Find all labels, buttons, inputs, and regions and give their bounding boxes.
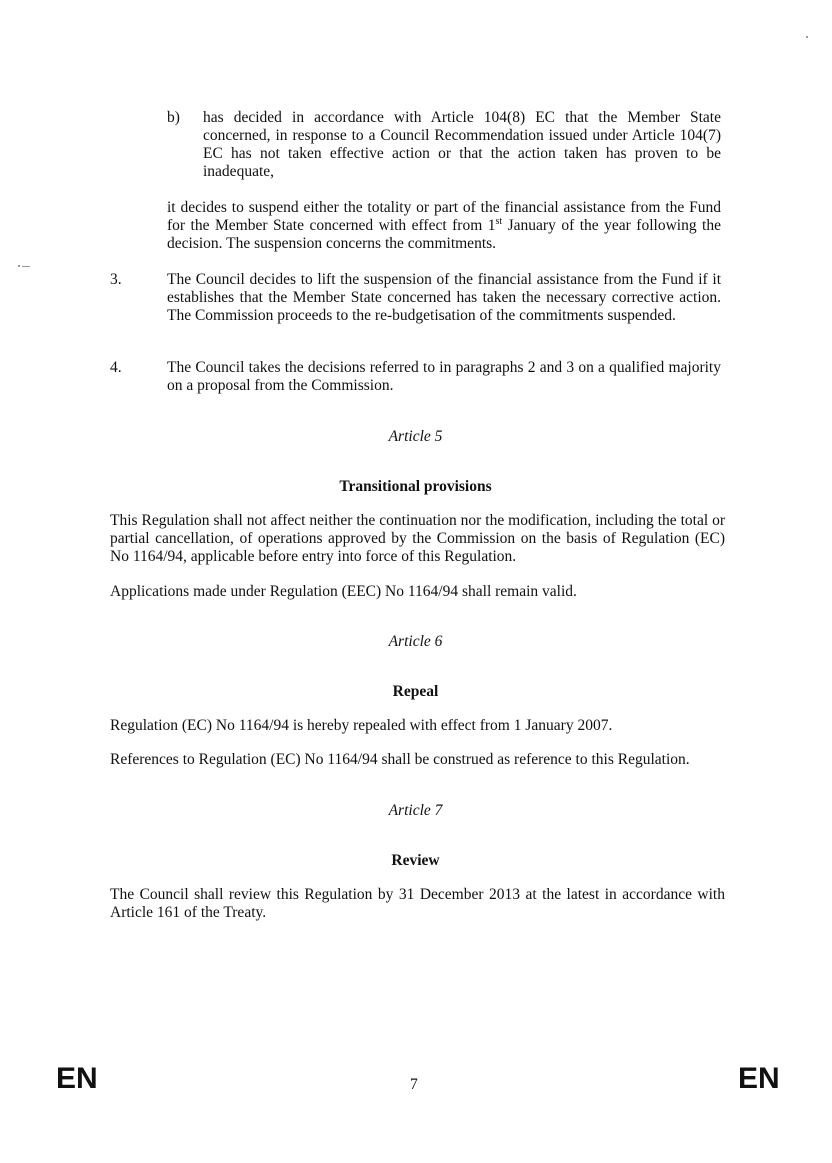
article-5-heading: Article 5 — [388, 428, 443, 445]
scan-speck — [22, 266, 30, 267]
article-5-title: Transitional provisions — [339, 478, 492, 495]
scan-speck — [806, 36, 808, 38]
article-5-paragraph-2: Applications made under Regulation (EEC) No 1164/94 shall remain valid. — [110, 583, 577, 600]
page-number: 7 — [410, 1076, 418, 1093]
scan-speck — [18, 265, 20, 267]
paragraph-4-number: 4. — [110, 359, 122, 376]
article-6-title: Repeal — [392, 683, 439, 700]
suspension-text-end: January of the year following the decision. The suspension concerns the commitments. — [167, 217, 721, 252]
article-6-heading: Article 6 — [388, 633, 443, 650]
article-6-paragraph-2: References to Regulation (EC) No 1164/94 shall be construed as reference to this Regulation. — [110, 751, 690, 768]
article-7-heading: Article 7 — [388, 802, 443, 819]
article-6-paragraph-1: Regulation (EC) No 1164/94 is hereby repealed with effect from 1 January 2007. — [110, 717, 613, 734]
item-b-marker: b) — [167, 109, 180, 126]
item-b-text: has decided in accordance with Article 104(8) EC that the Member State concerned, in response to a Council Recommendation issued under Article 104(7) EC has not taken effective action or that the action taken has proven to be inadequate, — [203, 109, 721, 180]
paragraph-4-text: The Council takes the decisions referred to in paragraphs 2 and 3 on a qualified majority on a proposal from the Commission. — [167, 359, 721, 394]
article-7-title: Review — [391, 852, 440, 869]
suspension-paragraph — [167, 199, 721, 253]
footer-language-right: EN — [738, 1062, 780, 1095]
footer-language-left: EN — [56, 1062, 98, 1095]
paragraph-3-number: 3. — [110, 271, 122, 288]
paragraph-3-text: The Council decides to lift the suspension of the financial assistance from the Fund if it establishes that the Member State concerned has taken the necessary corrective action. The Commission proceeds to the re-budgetisation of the commitments suspended. — [167, 271, 721, 324]
article-5-paragraph-1: This Regulation shall not affect neither the continuation nor the modification, including the total or partial cancellation, of operations approved by the Commission on the basis of Regulation (EC) No 1164/94, applicable before entry into force of this Regulation. — [110, 512, 725, 565]
article-7-paragraph-1: The Council shall review this Regulation by 31 December 2013 at the latest in accordance with Article 161 of the Treaty. — [110, 886, 725, 921]
suspension-text-start: it decides to suspend either the totality or part of the financial assistance from the Fund for the Member State concerned with effect from 1 — [167, 199, 721, 234]
ordinal-superscript: st — [495, 215, 503, 227]
